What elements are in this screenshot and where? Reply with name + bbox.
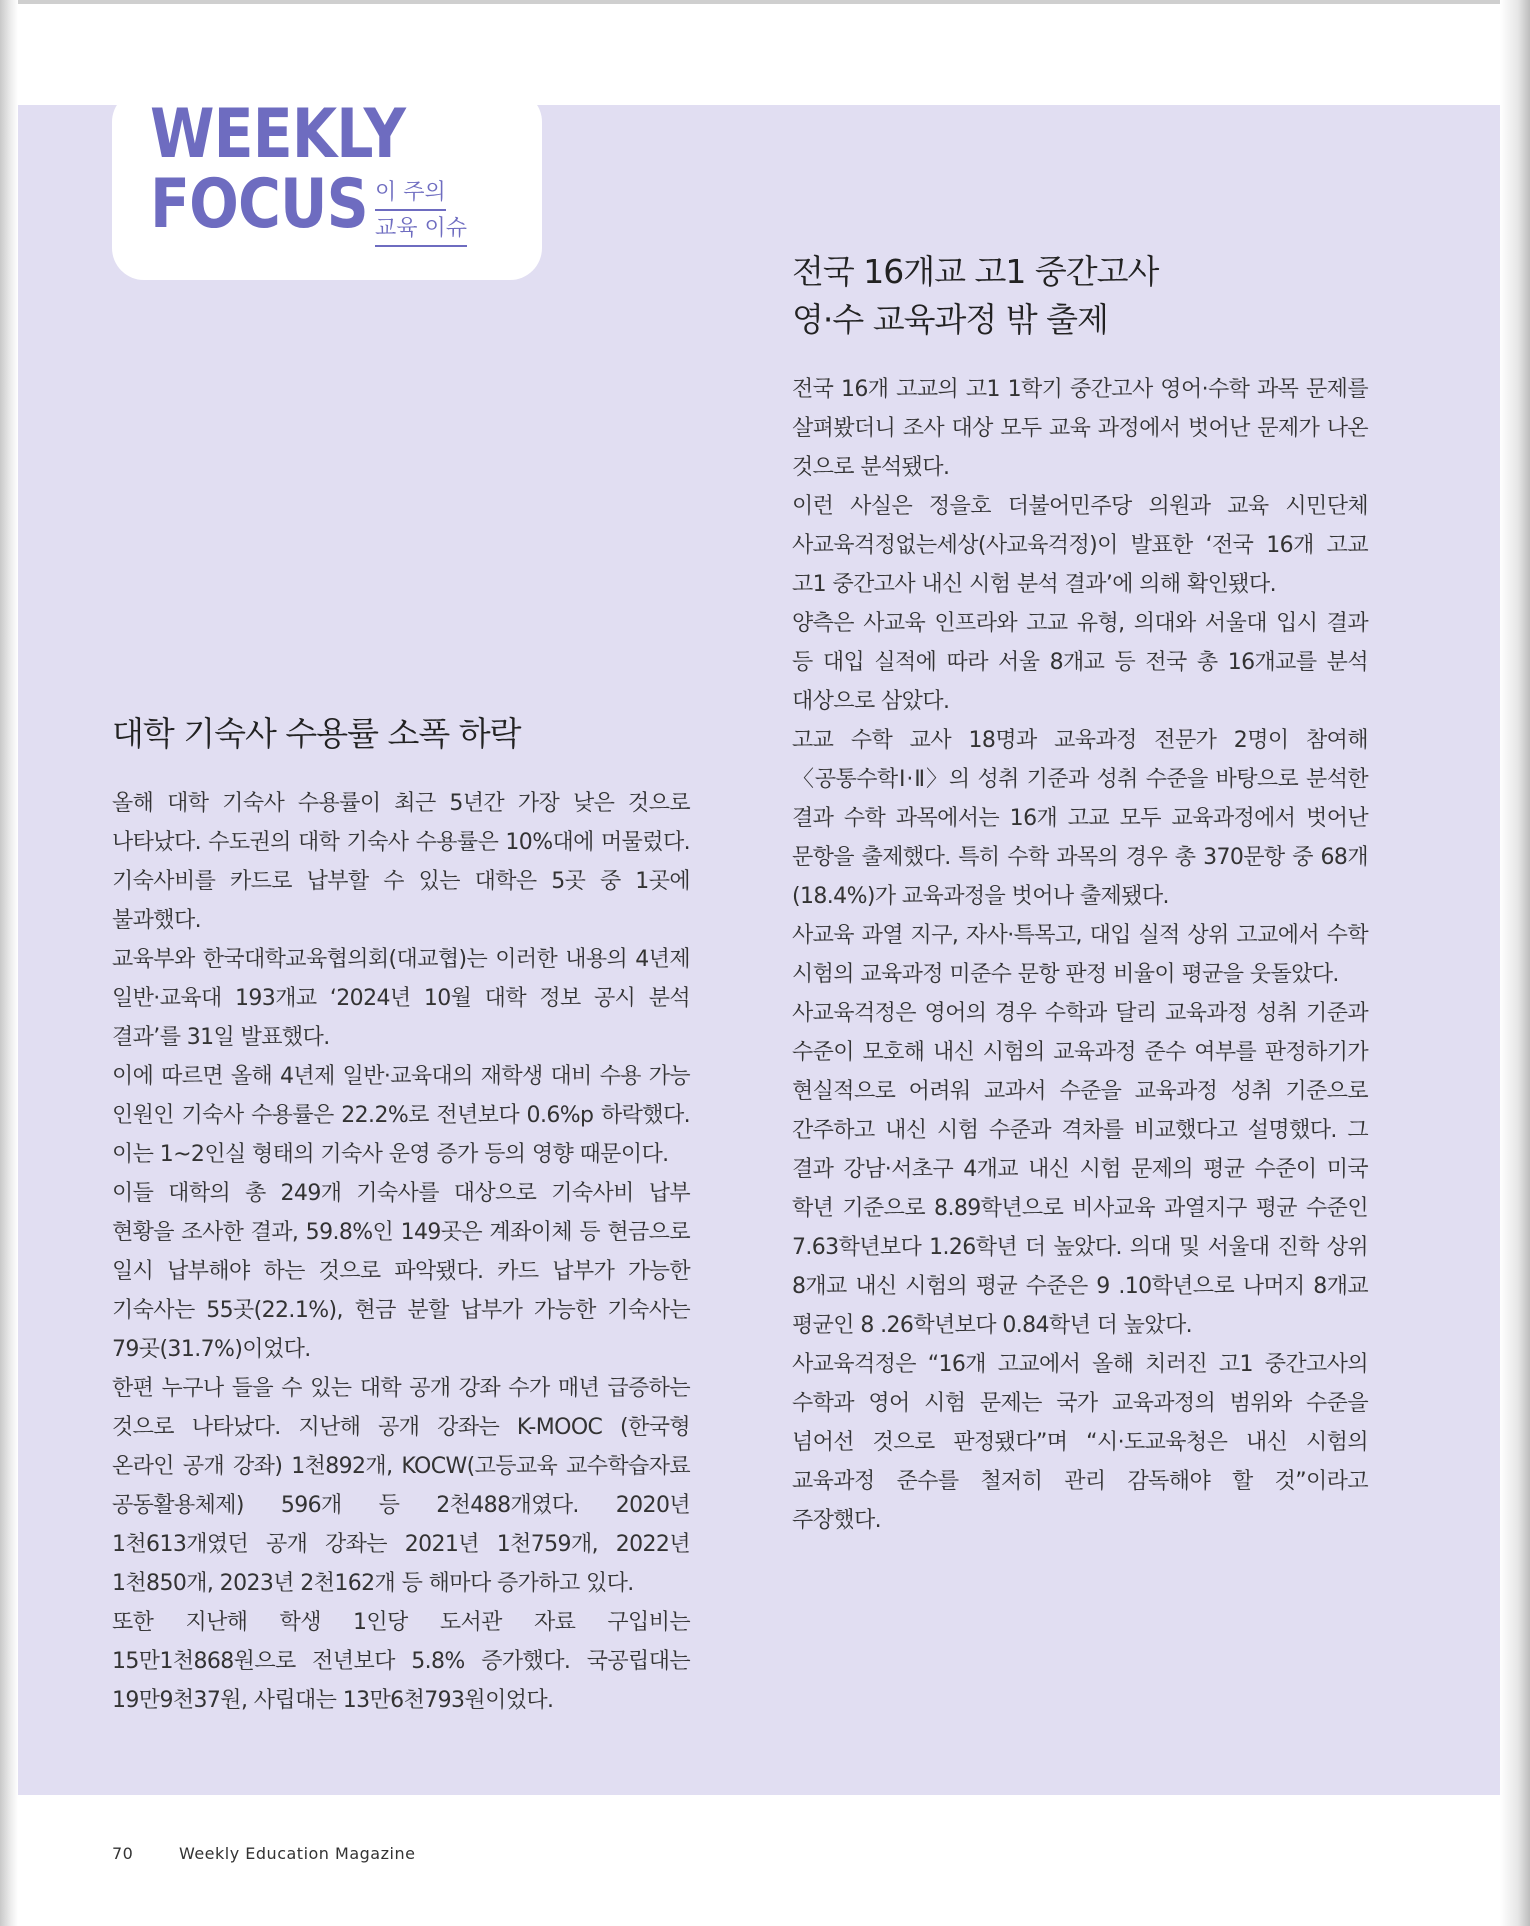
page-spine-shadow <box>0 0 18 1926</box>
right-title-line1: 전국 16개교 고1 중간고사 <box>792 252 1159 291</box>
brand-sub-line1: 이 주의 <box>375 178 446 211</box>
left-paragraph: 이들 대학의 총 249개 기숙사를 대상으로 기숙사비 납부 현황을 조사한 결과, 59.8%인 149곳은 계좌이체 등 현금으로 일시 납부해야 하는 것으로 파악됐다. 카드 납부가 가능한 기숙사는 55곳(22.1%), 현금 분할 납부가 가능한 기숙사는 79곳(31.7%)이었다. <box>112 1181 690 1362</box>
right-paragraph: 사교육 과열 지구, 자사·특목고, 대입 실적 상위 고교에서 수학 시험의 교육과정 미준수 문항 판정 비율이 평균을 웃돌았다. <box>792 923 1368 987</box>
page-top-edge <box>0 0 1530 4</box>
right-paragraph: 양측은 사교육 인프라와 고교 유형, 의대와 서울대 입시 결과 등 대입 실적에 따라 서울 8개교 등 전국 총 16개교를 분석 대상으로 삼았다. <box>792 611 1368 714</box>
brand-sub-line2: 교육 이슈 <box>375 214 467 247</box>
right-article-title <box>792 248 1368 344</box>
page-right-edge <box>1500 0 1530 1926</box>
page-footer <box>112 1844 415 1863</box>
brand-line-focus: FOCUS <box>150 165 368 244</box>
left-paragraph: 한편 누구나 들을 수 있는 대학 공개 강좌 수가 매년 급증하는 것으로 나타났다. 지난해 공개 강좌는 K-MOOC (한국형 온라인 공개 강좌) 1천892개, KOCW(고등교육 교수학습자료 공동활용체제) 596개 등 2천488개였다. 2020년 1천613개였던 공개 강좌는 2021년 1천759개, 2022년 1천850개, 2023년 2천162개 등 해마다 증가하고 있다. <box>112 1376 690 1596</box>
brand-subtitle <box>375 178 467 247</box>
page-number: 70 <box>112 1844 134 1863</box>
magazine-name: Weekly Education Magazine <box>178 1844 416 1863</box>
left-article-title: 대학 기숙사 수용률 소폭 하락 <box>112 714 521 753</box>
left-paragraph: 교육부와 한국대학교육협의회(대교협)는 이러한 내용의 4년제 일반·교육대 193개교 ‘2024년 10월 대학 정보 공시 분석 결과’를 31일 발표했다. <box>112 947 690 1050</box>
left-paragraph: 올해 대학 기숙사 수용률이 최근 5년간 가장 낮은 것으로 나타났다. 수도권의 대학 기숙사 수용률은 10%대에 머물렀다. 기숙사비를 카드로 납부할 수 있는 대학은 5곳 중 1곳에 불과했다. <box>112 791 690 933</box>
right-article-body <box>792 370 1368 1540</box>
left-paragraph: 이에 따르면 올해 4년제 일반·교육대의 재학생 대비 수용 가능 인원인 기숙사 수용률은 22.2%로 전년보다 0.6%p 하락했다. 이는 1~2인실 형태의 기숙사 운영 증가 등의 영향 때문이다. <box>112 1064 690 1167</box>
right-paragraph: 이런 사실은 정을호 더불어민주당 의원과 교육 시민단체 사교육걱정없는세상(사교육걱정)이 발표한 ‘전국 16개 고교 고1 중간고사 내신 시험 분석 결과’에 의해 확인됐다. <box>792 494 1368 597</box>
right-paragraph: 사교육걱정은 영어의 경우 수학과 달리 교육과정 성취 기준과 수준이 모호해 내신 시험의 교육과정 준수 여부를 판정하기가 현실적으로 어려워 교과서 수준을 교육과정 성취 기준으로 간주하고 내신 시험 수준과 격차를 비교했다고 설명했다. 그 결과 강남·서초구 4개교 내신 시험 문제의 평균 수준이 미국 학년 기준으로 8.89학년으로 비사교육 과열지구 평균 수준인 7.63학년보다 1.26학년 더 높았다. 의대 및 서울대 진학 상위 8개교 내신 시험의 평균 수준은 9 .10학년으로 나머지 8개교 평균인 8 .26학년보다 0.84학년 더 높았다. <box>792 1001 1368 1338</box>
left-article-body <box>112 784 690 1720</box>
left-paragraph: 또한 지난해 학생 1인당 도서관 자료 구입비는 15만1천868원으로 전년보다 5.8% 증가했다. 국공립대는 19만9천37원, 사립대는 13만6천793원이었다. <box>112 1610 690 1713</box>
right-paragraph: 사교육걱정은 “16개 고교에서 올해 치러진 고1 중간고사의 수학과 영어 시험 문제는 국가 교육과정의 범위와 수준을 넘어선 것으로 판정됐다”며 “시·도교육청은 내신 시험의 교육과정 준수를 철저히 관리 감독해야 할 것”이라고 주장했다. <box>792 1352 1368 1533</box>
right-paragraph: 고교 수학 교사 18명과 교육과정 전문가 2명이 참여해 〈공통수학Ⅰ·Ⅱ〉의 성취 기준과 성취 수준을 바탕으로 분석한 결과 수학 과목에서는 16개 고교 모두 교육과정에서 벗어난 문항을 출제했다. 특히 수학 과목의 경우 총 370문항 중 68개(18.4%)가 교육과정을 벗어나 출제됐다. <box>792 728 1368 909</box>
weekly-focus-logo <box>150 95 406 244</box>
right-paragraph: 전국 16개 고교의 고1 1학기 중간고사 영어·수학 과목 문제를 살펴봤더니 조사 대상 모두 교육 과정에서 벗어난 문제가 나온 것으로 분석됐다. <box>792 377 1368 480</box>
left-article <box>112 710 690 1720</box>
right-article <box>792 248 1368 1540</box>
brand-line-weekly: WEEKLY <box>150 95 406 174</box>
right-title-line2: 영·수 교육과정 밖 출제 <box>792 300 1108 339</box>
